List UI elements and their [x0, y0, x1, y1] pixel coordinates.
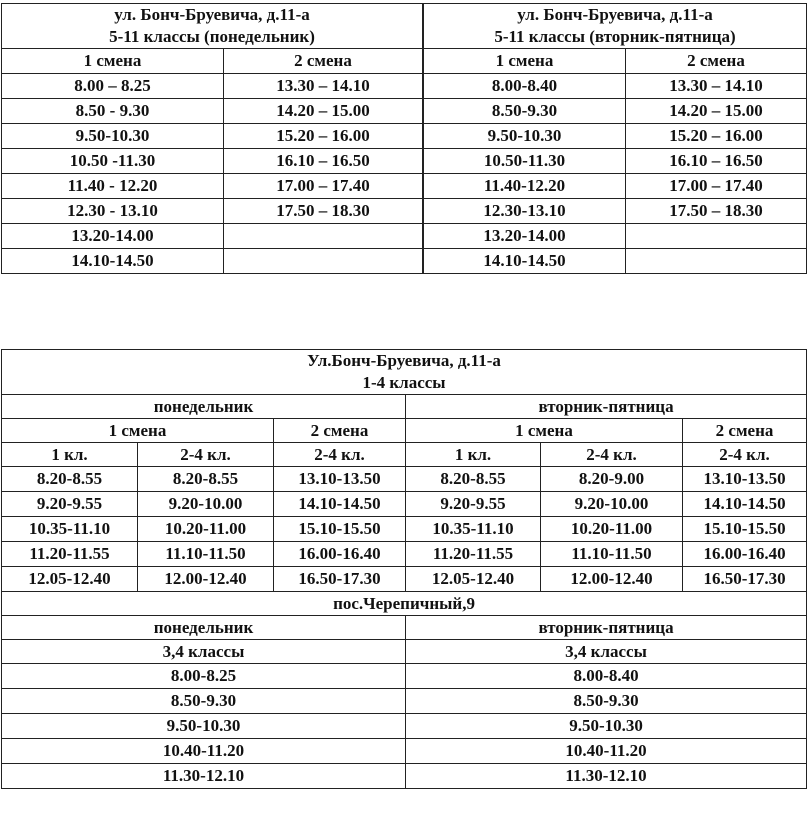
time-cell: 15.10-15.50 — [683, 517, 807, 542]
time-cell: 13.30 – 14.10 — [626, 74, 807, 99]
table-row — [424, 99, 807, 124]
table-row — [2, 199, 423, 224]
table-row — [424, 224, 807, 249]
junior-header — [2, 350, 807, 395]
senior-tuefri-table — [423, 3, 807, 274]
shift2-label: 2 смена — [224, 49, 423, 74]
time-cell — [224, 224, 423, 249]
time-cell: 13.20-14.00 — [2, 224, 224, 249]
time-cell: 8.50-9.30 — [2, 689, 406, 714]
shift2-label: 2 смена — [274, 419, 406, 443]
time-cell: 8.00-8.40 — [424, 74, 626, 99]
table-row — [424, 174, 807, 199]
time-cell: 8.00 – 8.25 — [2, 74, 224, 99]
time-cell: 10.35-11.10 — [406, 517, 541, 542]
table-row — [2, 567, 807, 592]
time-cell: 10.35-11.10 — [2, 517, 138, 542]
table-row — [424, 149, 807, 174]
time-cell: 16.50-17.30 — [274, 567, 406, 592]
shift1-label: 1 смена — [2, 419, 274, 443]
table-row — [2, 149, 423, 174]
address: ул. Бонч-Бруевича, д.11-а — [114, 5, 310, 24]
time-cell: 12.00-12.40 — [138, 567, 274, 592]
time-cell: 10.40-11.20 — [2, 739, 406, 764]
time-cell: 8.50-9.30 — [406, 689, 807, 714]
shift1-label: 1 смена — [424, 49, 626, 74]
time-cell: 15.10-15.50 — [274, 517, 406, 542]
time-cell: 14.20 – 15.00 — [224, 99, 423, 124]
table-row — [2, 689, 807, 714]
time-cell: 17.50 – 18.30 — [626, 199, 807, 224]
time-cell: 16.10 – 16.50 — [224, 149, 423, 174]
time-cell: 9.50-10.30 — [424, 124, 626, 149]
shift1-label: 1 смена — [2, 49, 224, 74]
time-cell: 16.50-17.30 — [683, 567, 807, 592]
grades-monday: 3,4 классы — [2, 640, 406, 664]
shift1-label: 1 смена — [406, 419, 683, 443]
senior-monday-header — [2, 4, 423, 49]
table-row — [2, 517, 807, 542]
time-cell: 11.40 - 12.20 — [2, 174, 224, 199]
time-cell: 10.40-11.20 — [406, 739, 807, 764]
time-cell: 16.00-16.40 — [274, 542, 406, 567]
time-cell: 8.20-8.55 — [406, 467, 541, 492]
time-cell: 9.50-10.30 — [406, 714, 807, 739]
table-row — [2, 764, 807, 789]
table-row — [2, 224, 423, 249]
table-row — [2, 542, 807, 567]
time-cell: 14.10-14.50 — [683, 492, 807, 517]
time-cell: 14.10-14.50 — [424, 249, 626, 274]
time-cell: 11.20-11.55 — [406, 542, 541, 567]
time-cell: 14.10-14.50 — [274, 492, 406, 517]
time-cell: 9.20-10.00 — [138, 492, 274, 517]
time-cell: 11.10-11.50 — [541, 542, 683, 567]
col-grade1: 1 кл. — [406, 443, 541, 467]
address: ул. Бонч-Бруевича, д.11-а — [517, 5, 713, 24]
time-cell: 10.50-11.30 — [424, 149, 626, 174]
table-row — [424, 249, 807, 274]
grades-tuefri: 3,4 классы — [406, 640, 807, 664]
senior-monday-table — [1, 3, 423, 274]
cherepichny-address: пос.Черепичный,9 — [2, 592, 807, 616]
time-cell — [626, 224, 807, 249]
time-cell: 15.20 – 16.00 — [224, 124, 423, 149]
time-cell: 13.20-14.00 — [424, 224, 626, 249]
subtitle: 5-11 классы (вторник-пятница) — [494, 27, 736, 46]
time-cell: 12.05-12.40 — [2, 567, 138, 592]
table-row — [2, 174, 423, 199]
table-row — [424, 124, 807, 149]
time-cell: 12.00-12.40 — [541, 567, 683, 592]
time-cell: 9.20-9.55 — [406, 492, 541, 517]
table-row — [424, 74, 807, 99]
time-cell — [626, 249, 807, 274]
time-cell: 8.50 - 9.30 — [2, 99, 224, 124]
table-row — [2, 739, 807, 764]
time-cell: 11.20-11.55 — [2, 542, 138, 567]
time-cell: 9.50-10.30 — [2, 714, 406, 739]
address: Ул.Бонч-Бруевича, д.11-а — [307, 351, 501, 370]
table-row — [2, 124, 423, 149]
day-tuefri: вторник-пятница — [406, 395, 807, 419]
time-cell: 12.30-13.10 — [424, 199, 626, 224]
time-cell: 10.20-11.00 — [541, 517, 683, 542]
time-cell: 11.30-12.10 — [2, 764, 406, 789]
table-row — [424, 199, 807, 224]
time-cell — [224, 249, 423, 274]
time-cell: 16.00-16.40 — [683, 542, 807, 567]
table-row — [2, 492, 807, 517]
time-cell: 8.20-8.55 — [2, 467, 138, 492]
table-row — [2, 467, 807, 492]
time-cell: 8.00-8.40 — [406, 664, 807, 689]
subtitle: 5-11 классы (понедельник) — [109, 27, 315, 46]
col-grade24: 2-4 кл. — [138, 443, 274, 467]
time-cell: 17.00 – 17.40 — [626, 174, 807, 199]
time-cell: 11.10-11.50 — [138, 542, 274, 567]
time-cell: 11.30-12.10 — [406, 764, 807, 789]
time-cell: 12.05-12.40 — [406, 567, 541, 592]
time-cell: 11.40-12.20 — [424, 174, 626, 199]
shift2-label: 2 смена — [683, 419, 807, 443]
table-row — [2, 249, 423, 274]
time-cell: 9.50-10.30 — [2, 124, 224, 149]
time-cell: 8.20-9.00 — [541, 467, 683, 492]
time-cell: 8.00-8.25 — [2, 664, 406, 689]
time-cell: 14.20 – 15.00 — [626, 99, 807, 124]
day-tuefri: вторник-пятница — [406, 616, 807, 640]
time-cell: 13.10-13.50 — [274, 467, 406, 492]
time-cell: 9.20-9.55 — [2, 492, 138, 517]
time-cell: 8.50-9.30 — [424, 99, 626, 124]
time-cell: 17.50 – 18.30 — [224, 199, 423, 224]
senior-tuefri-header — [424, 4, 807, 49]
time-cell: 10.20-11.00 — [138, 517, 274, 542]
time-cell: 16.10 – 16.50 — [626, 149, 807, 174]
table-row — [2, 714, 807, 739]
time-cell: 8.20-8.55 — [138, 467, 274, 492]
table-row — [2, 99, 423, 124]
time-cell: 13.10-13.50 — [683, 467, 807, 492]
time-cell: 14.10-14.50 — [2, 249, 224, 274]
table-row — [2, 74, 423, 99]
time-cell: 15.20 – 16.00 — [626, 124, 807, 149]
col-grade24: 2-4 кл. — [541, 443, 683, 467]
col-grade24: 2-4 кл. — [274, 443, 406, 467]
time-cell: 13.30 – 14.10 — [224, 74, 423, 99]
col-grade24: 2-4 кл. — [683, 443, 807, 467]
day-monday: понедельник — [2, 395, 406, 419]
day-monday: понедельник — [2, 616, 406, 640]
subtitle: 1-4 классы — [362, 373, 446, 392]
junior-schedule-table — [1, 349, 807, 789]
table-row — [2, 664, 807, 689]
time-cell: 10.50 -11.30 — [2, 149, 224, 174]
col-grade1: 1 кл. — [2, 443, 138, 467]
time-cell: 12.30 - 13.10 — [2, 199, 224, 224]
time-cell: 17.00 – 17.40 — [224, 174, 423, 199]
time-cell: 9.20-10.00 — [541, 492, 683, 517]
shift2-label: 2 смена — [626, 49, 807, 74]
